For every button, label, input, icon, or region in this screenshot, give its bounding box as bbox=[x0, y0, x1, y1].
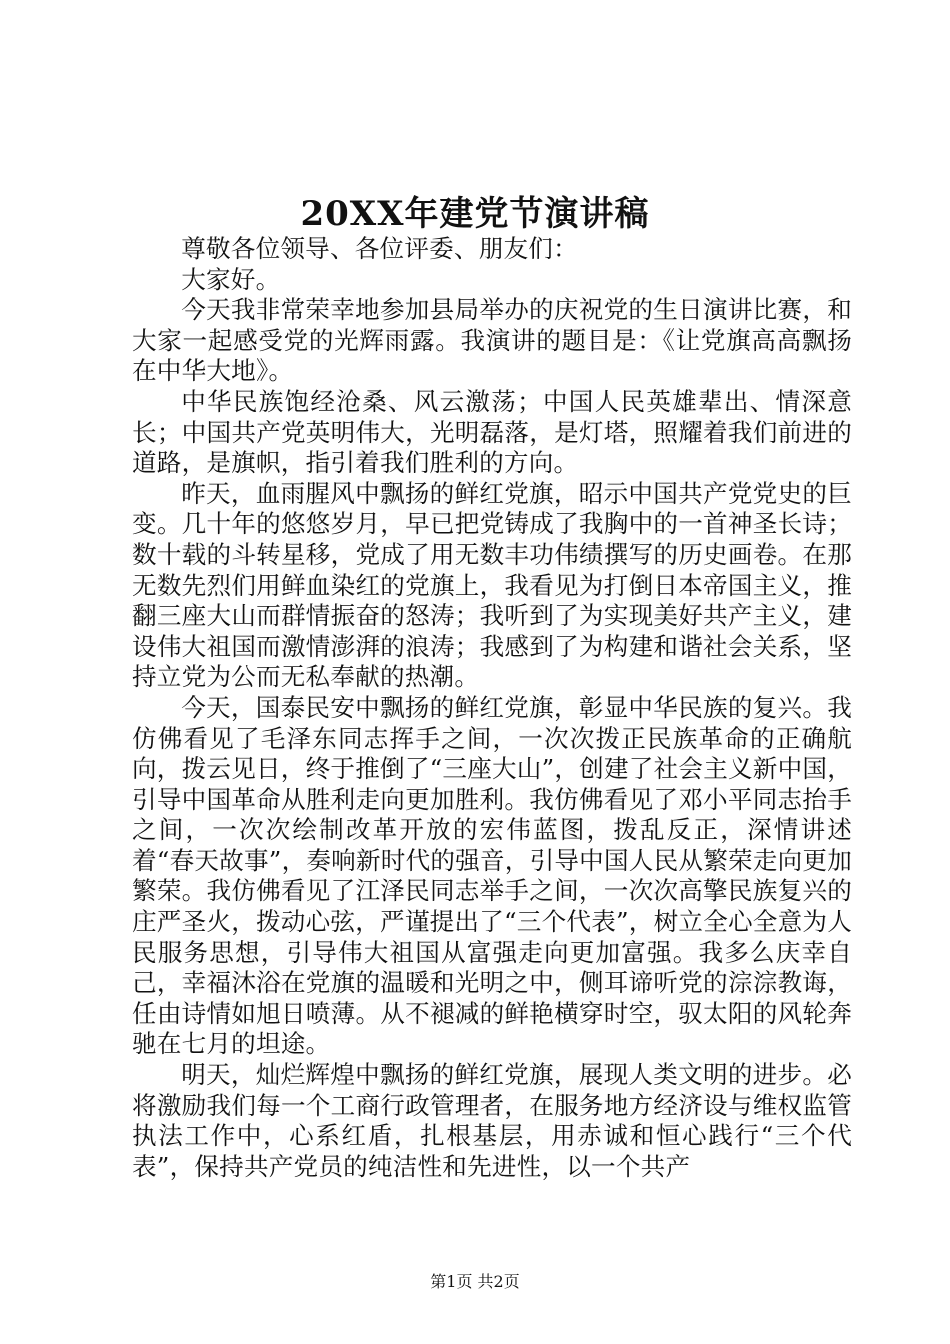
page-number-footer: 第1页 共2页 bbox=[430, 1272, 520, 1291]
body-paragraph: 中华民族饱经沧桑、风云激荡；中国人民英雄辈出、情深意长；中国共产党英明伟大，光明磊落，是灯塔，照耀着我们前进的道路，是旗帜，指引着我们胜利的方向。 bbox=[132, 386, 852, 478]
body-paragraph: 今天，国泰民安中飘扬的鲜红党旗，彰显中华民族的复兴。我仿佛看见了毛泽东同志挥手之间，一次次拨正民族革命的正确航向，拨云见日，终于推倒了“三座大山”，创建了社会主义新中国，引导中国革命从胜利走向更加胜利。我仿佛看见了邓小平同志抬手之间，一次次绘制改革开放的宏伟蓝图，拨乱反正，深情讲述着“春天故事”，奏响新时代的强音，引导中国人民从繁荣走向更加繁荣。我仿佛看见了江泽民同志举手之间，一次次高擎民族复兴的庄严圣火，拨动心弦，严谨提出了“三个代表”，树立全心全意为人民服务思想，引导伟大祖国从富强走向更加富强。我多么庆幸自己，幸福沐浴在党旗的温暖和光明之中，侧耳谛听党的淙淙教诲，任由诗情如旭日喷薄。从不褪减的鲜艳横穿时空，驭太阳的风轮奔驰在七月的坦途。 bbox=[132, 692, 852, 1059]
document-body bbox=[132, 234, 852, 1182]
body-paragraph: 今天我非常荣幸地参加县局举办的庆祝党的生日演讲比赛，和大家一起感受党的光辉雨露。我演讲的题目是：《让党旗高高飘扬在中华大地》。 bbox=[132, 295, 852, 386]
body-paragraph: 昨天，血雨腥风中飘扬的鲜红党旗，昭示中国共产党党史的巨变。几十年的悠悠岁月，早已把党铸成了我胸中的一首神圣长诗；数十载的斗转星移，党成了用无数丰功伟绩撰写的历史画卷。在那无数先烈们用鲜血染红的党旗上，我看见为打倒日本帝国主义，推翻三座大山而群情振奋的怒涛；我听到了为实现美好共产主义，建设伟大祖国而激情澎湃的浪涛；我感到了为构建和谐社会关系，坚持立党为公而无私奉献的热潮。 bbox=[132, 478, 852, 692]
body-paragraph: 明天，灿烂辉煌中飘扬的鲜红党旗，展现人类文明的进步。必将激励我们每一个工商行政管理者，在服务地方经济设与维权监管执法工作中，心系红盾，扎根基层，用赤诚和恒心践行“三个代表”，保持共产党员的纯洁性和先进性，以一个共产 bbox=[132, 1060, 852, 1181]
salutation-paragraph: 尊敬各位领导、各位评委、朋友们： bbox=[181, 234, 578, 263]
greeting-paragraph: 大家好。 bbox=[181, 264, 281, 294]
document-title: 20XX年建党节演讲稿 bbox=[300, 194, 650, 234]
